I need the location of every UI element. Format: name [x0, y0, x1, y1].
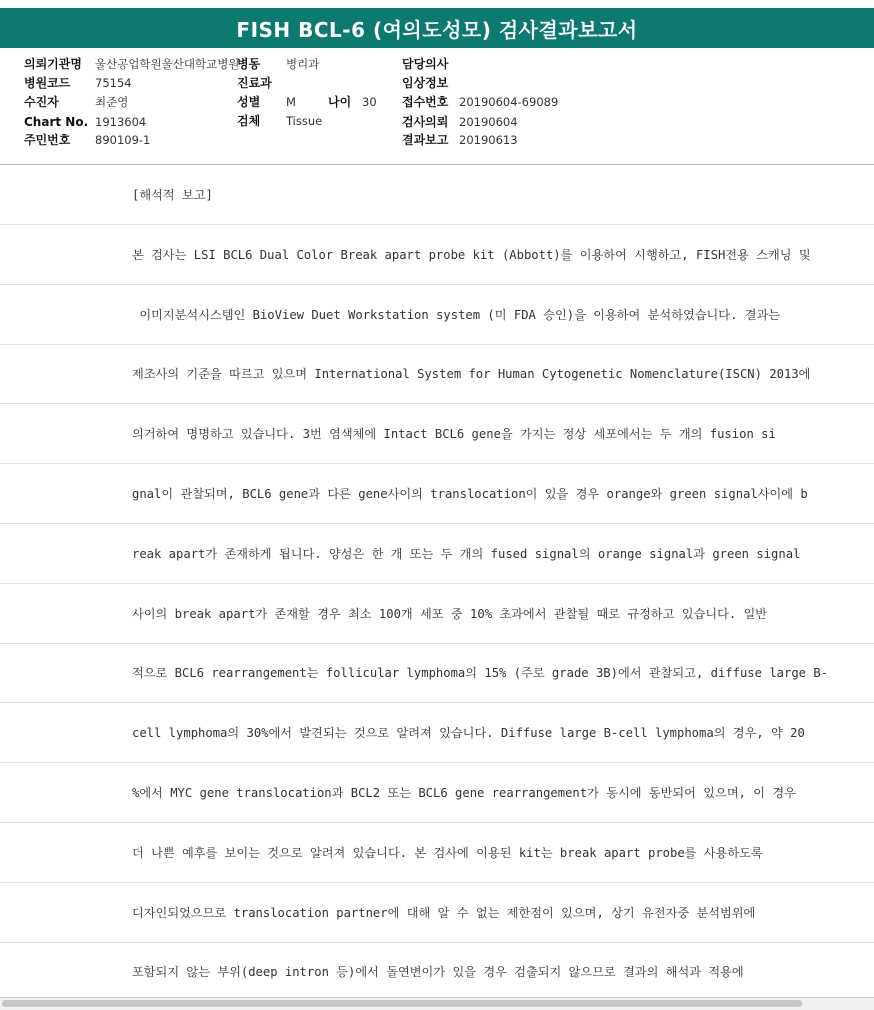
report-line-text: gnal이 관찰되며, BCL6 gene과 다른 gene사이의 translocation이 있을 경우 orange와 green signal사이에 b	[132, 487, 808, 501]
age-value: 30	[362, 95, 377, 109]
report-line-text: 디자인되었으므로 translocation partner에 대해 알 수 없는 제한점이 있으며, 상기 유전자중 분석범위에	[132, 905, 756, 920]
department-label: 병동	[237, 57, 261, 71]
report-line-text: cell lymphoma의 30%에서 발견되는 것으로 알려져 있습니다. Diffuse large B-cell lymphoma의 경우, 약 20	[132, 726, 805, 741]
report-line	[0, 942, 874, 1002]
report-line	[0, 464, 874, 524]
report-line-text: 의거하여 명명하고 있습니다. 3번 염색체에 Intact BCL6 gene을 가지는 정상 세포에서는 두 개의 fusion si	[132, 427, 776, 442]
report-line-text: 포함되지 않는 부위(deep intron 등)에서 돌연변이가 있을 경우 검출되지 않으므로 결과의 해석과 적용에	[132, 965, 744, 980]
age-label: 나이	[328, 95, 352, 109]
report-line-text: 제조사의 기준을 따르고 있으며 International System for Human Cytogenetic Nomenclature(ISCN) 2013에	[132, 367, 811, 382]
hospital-code-label: 병원코드	[24, 76, 71, 90]
department-value: 병리과	[286, 57, 320, 71]
report-line	[0, 763, 874, 823]
report-line	[0, 404, 874, 464]
resident-no-value: 890109-1	[95, 133, 151, 147]
scrollbar-thumb[interactable]	[2, 1000, 802, 1007]
report-line	[0, 703, 874, 763]
sex-value: M	[286, 95, 296, 109]
resident-no-label: 주민번호	[24, 133, 71, 147]
request-date-value: 20190604	[459, 115, 518, 129]
report-line	[0, 285, 874, 345]
specimen-value: Tissue	[286, 114, 323, 128]
report-line	[0, 225, 874, 285]
report-date-value: 20190613	[459, 133, 518, 147]
doctor-label: 담당의사	[402, 57, 449, 71]
report-line	[0, 524, 874, 584]
sex-label: 성별	[237, 95, 261, 109]
report-line-text: %에서 MYC gene translocation과 BCL2 또는 BCL6 gene rearrangement가 동시에 동반되어 있으며, 이 경우	[132, 786, 796, 800]
clinic-label: 진료과	[237, 76, 272, 90]
chart-no-value: 1913604	[95, 115, 147, 129]
examinee-value: 최준영	[95, 95, 129, 109]
report-line	[0, 584, 874, 644]
report-line-text: 사이의 break apart가 존재할 경우 최소 100개 세포 중 10% 초과에서 관찰될 때로 규정하고 있습니다. 일반	[132, 606, 768, 621]
specimen-label: 검체	[237, 114, 261, 128]
report-title: FISH BCL-6 (여의도성모) 검사결과보고서	[0, 8, 874, 48]
report-line-text: 이미지분석시스템인 BioView Duet Workstation system (미 FDA 승인)을 이용하여 분석하였습니다. 결과는	[132, 307, 781, 322]
request-date-label: 검사의뢰	[402, 115, 449, 129]
report-date-label: 결과보고	[402, 133, 449, 147]
report-line-text: 더 나쁜 예후를 보이는 것으로 알려져 있습니다. 본 검사에 이용된 kit는 break apart probe를 사용하도록	[132, 845, 763, 860]
interpretive-report	[0, 165, 874, 1010]
report-line-text: [해석적 보고]	[132, 188, 213, 202]
examinee-label: 수진자	[24, 95, 59, 109]
patient-info-panel	[0, 48, 874, 165]
hospital-label: 의뢰기관명	[24, 57, 82, 71]
clinical-info-label: 임상정보	[402, 76, 449, 90]
report-line	[0, 344, 874, 404]
report-line-text: reak apart가 존재하게 됩니다. 양성은 한 개 또는 두 개의 fused signal의 orange signal과 green signal	[132, 546, 801, 561]
chart-no-label: Chart No.	[24, 115, 89, 129]
report-line	[0, 643, 874, 703]
receipt-no-value: 20190604-69089	[459, 95, 559, 109]
receipt-no-label: 접수번호	[402, 95, 449, 109]
report-line	[0, 823, 874, 883]
hospital-value: 울산공업학원울산대학교병원	[95, 57, 240, 71]
hospital-code-value: 75154	[95, 76, 132, 90]
report-line	[0, 883, 874, 943]
horizontal-scrollbar[interactable]	[0, 997, 874, 1010]
report-line-text: 본 검사는 LSI BCL6 Dual Color Break apart probe kit (Abbott)를 이용하여 시행하고, FISH전용 스캐닝 및	[132, 247, 811, 262]
report-line	[0, 165, 874, 225]
report-line-text: 적으로 BCL6 rearrangement는 follicular lymphoma의 15% (주로 grade 3B)에서 관찰되고, diffuse large B-	[132, 666, 829, 681]
